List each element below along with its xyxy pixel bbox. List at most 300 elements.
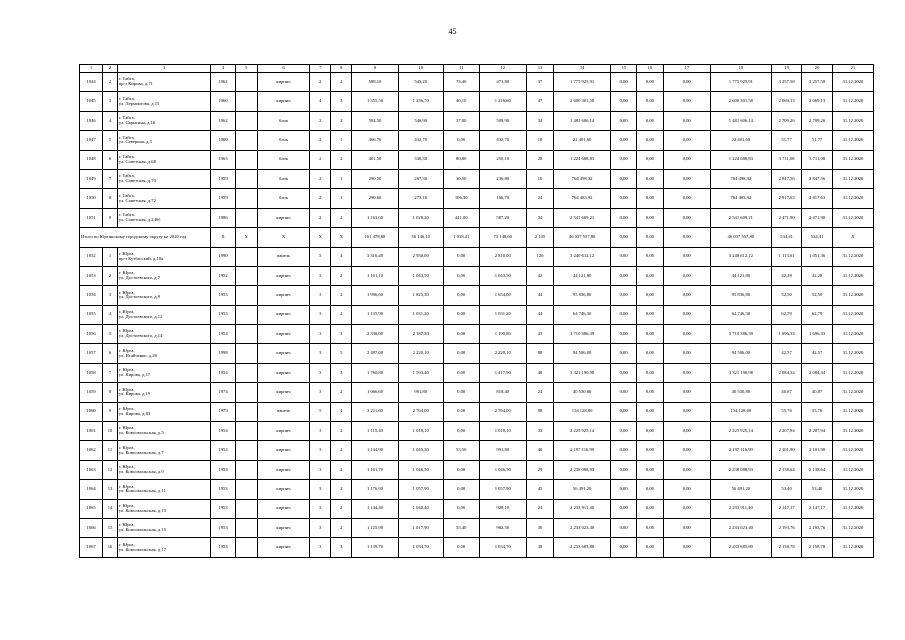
table-cell: 1 018,10 [479,422,526,441]
table-cell: 2 930,00 [398,247,443,266]
table-cell [235,441,257,460]
table-cell: 2 158,78 [771,538,801,557]
table-cell: 0,00 [611,189,637,208]
table-cell: 1 [103,247,118,266]
table-cell: 40,10 [443,92,479,111]
table-cell: 0,00 [443,305,479,324]
table-cell: 42,28 [771,266,801,285]
table-cell: кирпич [257,208,310,227]
table-cell: 3 321 190,98 [710,363,771,382]
table-cell: 818,40 [479,383,526,402]
table-cell: 13 [103,480,118,499]
table-cell: 1 028,20 [398,208,443,227]
table-cell: 3 316,40 [352,247,398,266]
table-cell: 2 233 023,40 [554,518,611,537]
table-cell: 2 600 301,58 [554,92,611,111]
table-cell: 471,80 [479,73,526,92]
address-cell: г. Юрга, ул. Комсомольская, д.9 [117,460,211,479]
table-cell: 1054 [80,286,103,305]
table-cell: 2 471,90 [771,208,801,227]
table-cell: блок [257,150,310,169]
table-cell: 1062 [80,441,103,460]
table-cell: 0,00 [637,92,663,111]
address-cell: г. Тайга, пр-т Кирова, д.71 [117,73,211,92]
summary-cell: 1 018,41 [443,228,479,247]
table-cell: 30,50 [443,169,479,188]
table-cell: 509,90 [479,111,526,130]
table-cell: 1 043,50 [479,266,526,285]
table-cell: 0,00 [443,460,479,479]
table-cell: 0,00 [611,363,637,382]
table-cell: 2 [310,73,331,92]
table-cell: 0,00 [663,518,710,537]
table-cell: 1953 [211,286,235,305]
table-cell: 31.12.2020 [832,92,873,111]
table-cell: кирпич [257,383,310,402]
table-cell: 1 051,36 [802,247,832,266]
table-cell: 14 [103,499,118,518]
table-cell: 1 115,40 [352,422,398,441]
table-cell: 11 [103,441,118,460]
table-cell: 0,00 [443,499,479,518]
table-cell: 1953 [211,538,235,557]
table-cell: 2 084,34 [771,363,801,382]
table-cell: 2 817,63 [802,189,832,208]
table-cell: 1 163,60 [352,208,398,227]
table-cell: 2 [310,189,331,208]
table-cell: 0,00 [443,402,479,421]
table-cell: 44 121,80 [554,266,611,285]
table-row [80,111,874,130]
table-cell: 8 [103,383,118,402]
address-cell: г. Юрга, ул. Исайченко, д.26 [117,344,211,363]
table-cell: 584,50 [352,111,398,130]
table-cell [235,325,257,344]
table-cell: 0,00 [637,73,663,92]
table-cell: 1 144,40 [352,499,398,518]
table-cell: 3 710 386,39 [554,325,611,344]
column-number: 1 [80,65,103,73]
table-row [80,402,874,421]
table-cell: 0,00 [637,344,663,363]
table-cell: 5 [310,402,331,421]
table-cell: 55,76 [771,402,801,421]
summary-cell: X [235,228,257,247]
table-cell: 22 401,60 [710,131,771,150]
table-cell: 18 [526,131,553,150]
table-cell: 1954 [211,422,235,441]
table-cell: 1 [331,169,352,188]
table-cell: 10 [526,169,553,188]
table-row [80,150,874,169]
table-cell: 0,00 [443,422,479,441]
table-cell: 1 066,60 [352,383,398,402]
table-cell: 31.12.2020 [832,111,873,130]
table-cell: 3 [310,480,331,499]
table-cell: 0,00 [611,538,637,557]
table-cell: 2 471,90 [802,208,832,227]
table-cell: 56 491,20 [554,480,611,499]
table-cell: 546,90 [398,111,443,130]
table-row [80,131,874,150]
table-cell: 2 084,34 [802,363,832,382]
address-cell: г. Юрга, ул. Комсомольская, д.15 [117,518,211,537]
table-cell: 2 [331,305,352,324]
table-cell: 0,00 [443,344,479,363]
table-cell: 1 224 688,83 [710,150,771,169]
table-cell: 543,20 [398,73,443,92]
table-cell: 2 197 116,99 [554,441,611,460]
table-cell: 2 847,56 [802,169,832,188]
table-cell: 1 046,50 [479,460,526,479]
table-cell: 3 211,60 [352,402,398,421]
table-cell: 0,00 [443,480,479,499]
table-cell: 0,00 [637,189,663,208]
table-cell: 0,00 [663,305,710,324]
address-cell: г. Тайга, ул. Лермонтова, д.15 [117,92,211,111]
table-cell: 31.12.2020 [832,131,873,150]
address-cell: г. Юрга, пр-т Кузбасский, д.10а [117,247,211,266]
table-row [80,538,874,557]
table-cell: 2 [331,111,352,130]
table-row [80,92,874,111]
address-cell: г. Юрга, ул. Комсомольская, д.5 [117,422,211,441]
table-row [80,305,874,324]
summary-cell: X [211,228,235,247]
table-cell: 44 121,80 [710,266,771,285]
table-cell: 3 [310,518,331,537]
table-row [80,480,874,499]
table-cell: 15 [103,518,118,537]
table-cell: 1 034,70 [398,538,443,557]
table-cell: панель [257,247,310,266]
table-cell: 236,80 [479,169,526,188]
table-cell: 1953 [211,518,235,537]
table-cell: 80,80 [443,150,479,169]
table-cell: 28 [526,150,553,169]
table-row [80,325,874,344]
table-cell: 40,87 [771,383,801,402]
table-cell: 3 711,08 [771,150,801,169]
table-cell: 1058 [80,363,103,382]
table-cell [235,305,257,324]
table-cell: 3 [310,441,331,460]
summary-cell: 0,00 [637,228,663,247]
table-row [80,441,874,460]
table-cell: 1053 [80,266,103,285]
table-cell: 51,77 [771,131,801,150]
address-cell: г. Тайга, ул. Северная, д.3 [117,131,211,150]
table-cell: 1 593,40 [398,363,443,382]
summary-label: Итого по Юргинскому городскому округу на 2020 год [80,228,211,247]
table-cell [235,169,257,188]
address-cell: г. Юрга, ул. Комсомольская, д.11 [117,480,211,499]
column-number: 3 [117,65,211,73]
table-cell: 3 710 386,39 [710,325,771,344]
table-cell: 40,87 [802,383,832,402]
table-cell: 3 [310,305,331,324]
table-cell: кирпич [257,499,310,518]
table-cell: 0,00 [663,460,710,479]
table-cell: кирпич [257,73,310,92]
table-cell: 0,00 [611,169,637,188]
table-cell: 0,00 [663,208,710,227]
column-number: 14 [554,65,611,73]
table-cell: 1057 [80,344,103,363]
table-cell: кирпич [257,422,310,441]
address-cell: г. Тайга, ул. Сарыгина, д.16 [117,111,211,130]
table-cell: 3 [331,325,352,344]
table-cell: 3 257,58 [771,73,801,92]
table-cell [235,422,257,441]
table-cell: кирпич [257,305,310,324]
summary-cell: 161 478,88 [352,228,398,247]
table-cell: 0,00 [611,422,637,441]
column-number: 4 [211,65,235,73]
table-cell: 1060 [80,402,103,421]
summary-cell: 0,00 [663,228,710,247]
summary-cell: X [331,228,352,247]
table-cell: 0,00 [611,480,637,499]
table-cell: 46 [526,441,553,460]
table-cell: кирпич [257,480,310,499]
table-cell: 2 847,56 [771,169,801,188]
table-cell: блок [257,111,310,130]
table-cell: 330,30 [398,150,443,169]
table-cell: 51,77 [802,131,832,150]
summary-cell: 534,41 [771,228,801,247]
table-cell: 62,79 [802,305,832,324]
table-row [80,286,874,305]
address-cell: г. Тайга, ул. Советская, д.70 [117,169,211,188]
table-cell: 290,60 [352,189,398,208]
table-cell: 0,00 [611,247,637,266]
table-cell: 0,00 [611,73,637,92]
table-cell: 2 817,63 [771,189,801,208]
table-cell: 1 031,20 [398,305,443,324]
table-cell: 2 [310,131,331,150]
summary-cell: 56 146,10 [398,228,443,247]
column-number: 10 [398,65,443,73]
table-row [80,460,874,479]
table-cell: 1 043,50 [398,266,443,285]
table-cell: 1061 [80,422,103,441]
table-cell: 4 [331,402,352,421]
table-cell: 0,00 [443,247,479,266]
address-cell: г. Юрга, ул. Кирова, д.83 [117,402,211,421]
table-cell: 2 069,13 [771,92,801,111]
table-cell: 1961 [211,73,235,92]
column-number: 6 [257,65,310,73]
summary-cell: X [310,228,331,247]
table-cell: 0,00 [443,325,479,344]
column-number: 17 [663,65,710,73]
table-cell: 3 [310,499,331,518]
table-cell: 1 775 925,91 [710,73,771,92]
table-cell: 9 [103,402,118,421]
table-cell: 432,70 [479,131,526,150]
table-cell: 0,00 [663,150,710,169]
table-cell [235,402,257,421]
table-cell: 47 [526,92,553,111]
column-number: 2 [103,65,118,73]
table-cell: 1 654,00 [479,286,526,305]
table-cell: 1 825,30 [398,286,443,305]
table-cell: 2 764,00 [479,402,526,421]
table-cell: 1067 [80,538,103,557]
table-cell: 31.12.2020 [832,363,873,382]
table-cell: 1049 [80,169,103,188]
table-cell: 52,50 [771,286,801,305]
table-cell: 1962 [211,111,235,130]
table-cell: 1056 [80,325,103,344]
table-row [80,363,874,382]
table-cell: 1 481 606,14 [554,111,611,130]
table-cell: 1066 [80,518,103,537]
table-cell: 2 138,64 [802,460,832,479]
table-cell: 1047 [80,131,103,150]
table-cell: 154 128,00 [710,402,771,421]
table-cell: 3 [331,538,352,557]
column-number: 21 [832,65,873,73]
address-cell: г. Юрга, ул. Достоевского, д.7 [117,266,211,285]
table-cell: 10 [103,422,118,441]
column-number: 15 [611,65,637,73]
table-cell: 1954 [211,363,235,382]
table-cell: 0,00 [663,325,710,344]
table-cell: кирпич [257,518,310,537]
table-cell: 3 [310,460,331,479]
table-cell: 1052 [80,247,103,266]
table-cell: 45 [526,480,553,499]
table-cell: 1 125,90 [352,518,398,537]
table-cell: 3 [310,383,331,402]
table-cell: 1959 [211,189,235,208]
table-cell [235,480,257,499]
table-cell: 31.12.2020 [832,480,873,499]
table-cell: 2 [310,150,331,169]
table-cell: 2 193,76 [771,518,801,537]
table-cell: 1963 [211,150,235,169]
table-cell: 154 128,00 [554,402,611,421]
table-row [80,383,874,402]
column-number: 11 [443,65,479,73]
address-cell: г. Тайга, ул. Советская, д.68 [117,150,211,169]
table-cell: 62,79 [771,305,801,324]
table-cell: 0,00 [637,111,663,130]
table-cell: 2 [331,383,352,402]
table-cell: 0,00 [611,441,637,460]
table-cell: 1 161,10 [352,266,398,285]
table-cell: 95 836,80 [554,286,611,305]
table-cell: 16 [103,538,118,557]
table-cell: 31.12.2020 [832,499,873,518]
table-cell: 0,00 [637,518,663,537]
address-cell: г. Юрга, ул. Комсомольская, д.7 [117,441,211,460]
table-cell: 12 [103,460,118,479]
table-cell: 4 [103,111,118,130]
table-cell: 6 [103,344,118,363]
table-cell: 0,00 [637,305,663,324]
table-cell: 0,00 [611,518,637,537]
table-cell: 2 541 609,21 [554,208,611,227]
table-cell: 0,00 [611,325,637,344]
table-cell: 2 233 911,40 [710,499,771,518]
table-cell: 29 [526,460,553,479]
table-cell: 22 401,60 [554,131,611,150]
table-cell: 55,40 [443,518,479,537]
table-cell: 1953 [211,305,235,324]
table-cell: 1046 [80,111,103,130]
table-cell: 0,00 [663,422,710,441]
table-cell: 166,70 [479,189,526,208]
table-cell: 1 031,20 [479,305,526,324]
table-cell: 2 197 116,99 [710,441,771,460]
table-row [80,499,874,518]
table-cell: 31.12.2020 [832,325,873,344]
table-cell: 2 187,30 [398,325,443,344]
table-cell: 3 711,08 [802,150,832,169]
table-cell: 31.12.2020 [832,305,873,324]
table-cell: 0,00 [637,538,663,557]
table-cell: 42,57 [802,344,832,363]
table-cell: 40 530,80 [710,383,771,402]
table-cell [235,247,257,266]
table-cell: кирпич [257,266,310,285]
table-cell: 2 [331,499,352,518]
table-cell: 1990 [211,247,235,266]
summary-cell: X [832,228,873,247]
table-cell: 1 [331,189,352,208]
table-cell: панель [257,402,310,421]
table-cell: 2 709,26 [802,111,832,130]
table-cell: 2 [310,111,331,130]
table-cell: 2 233 685,80 [710,538,771,557]
column-number: 13 [526,65,553,73]
table-cell: 0,00 [637,441,663,460]
column-number: 20 [802,65,832,73]
table-cell: 0,00 [611,286,637,305]
table-cell: 2 220,10 [398,344,443,363]
table-cell: 48 [526,363,553,382]
table-cell: 0,00 [637,499,663,518]
table-cell: 1953 [211,460,235,479]
table-cell: 0,00 [443,383,479,402]
table-cell: кирпич [257,538,310,557]
table-cell: 0,00 [637,402,663,421]
table-cell: 0,00 [443,266,479,285]
table-cell: 42,57 [771,344,801,363]
table-cell: 2 [331,286,352,305]
table-cell: 0,00 [663,538,710,557]
table-cell: 991,80 [479,441,526,460]
table-cell: 0,00 [637,460,663,479]
table-cell: 0,00 [637,266,663,285]
table-cell: 2 069,13 [802,92,832,111]
table-cell: 2 [331,518,352,537]
table-cell: 3 [310,344,331,363]
table-cell: 0,00 [637,363,663,382]
column-number: 9 [352,65,398,73]
table-cell: 7 [103,363,118,382]
table-cell: 0,00 [637,383,663,402]
table-cell: 34 [526,111,553,130]
table-cell: 7 [103,169,118,188]
table-cell: 2 158,78 [802,538,832,557]
summary-cell: 2 105 [526,228,553,247]
table-cell: 0,00 [637,131,663,150]
table-cell: блок [257,169,310,188]
